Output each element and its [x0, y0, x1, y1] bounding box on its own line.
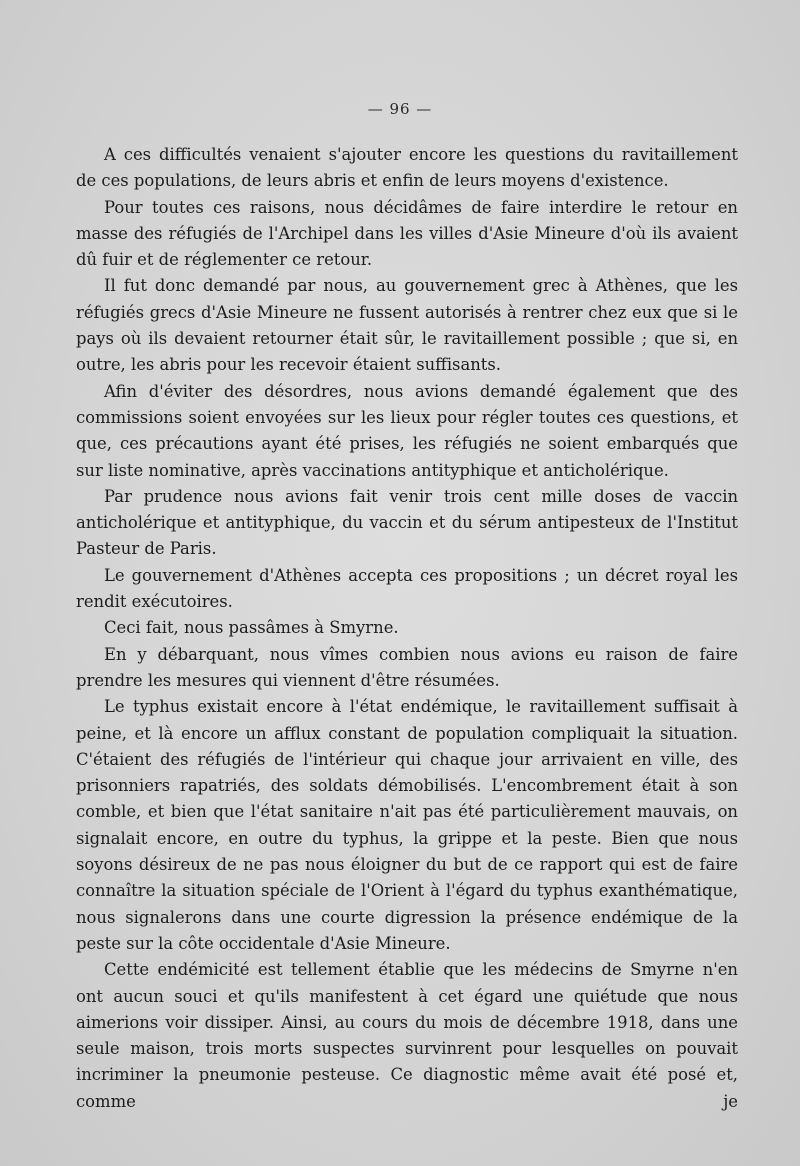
paragraph-8: En y débarquant, nous vîmes combien nous avions eu raison de faire prendre les mesures qui viennent d'être résumées.: [76, 644, 738, 690]
body-text: [76, 142, 738, 1115]
paragraph-3: Il fut donc demandé par nous, au gouvernement grec à Athènes, que les réfugiés grecs d'Asie Mineure ne fussent autorisés à rentrer chez eux que si le pays où ils devaient retourner était sûr, le ravitaillement possible ; que si, en outre, les abris pour les recevoir étaient suffisants.: [76, 276, 738, 375]
paragraph-9: Le typhus existait encore à l'état endémique, le ravitaillement suffisait à peine, et là encore un afflux constant de population compliquait la situation. C'étaient des réfugiés de l'intérieur qui chaque jour arrivaient en ville, des prisonniers rapatriés, des soldats démobilisés. L'encombrement était à son comble, et bien que l'état sanitaire n'ait pas été particulièrement mauvais, on signalait encore, en outre du typhus, la grippe et la peste. Bien que nous soyons désireux de ne pas nous éloigner du but de ce rapport qui est de faire connaître la situation spéciale de l'Orient à l'égard du typhus exanthématique, nous signalerons dans une courte digression la présence endémique de la peste sur la côte occidentale d'Asie Mineure.: [76, 697, 738, 953]
paragraph-2: Pour toutes ces raisons, nous décidâmes de faire interdire le retour en masse des réfugiés de l'Archipel dans les villes d'Asie Mineure d'où ils avaient dû fuir et de réglementer ce retour.: [76, 197, 738, 270]
paragraph-4: Afin d'éviter des désordres, nous avions demandé également que des commissions soient envoyées sur les lieux pour régler toutes ces questions, et que, ces précautions ayant été prises, les réfugiés ne soient embarqués que sur liste nominative, après vaccinations antityphique et anticholérique.: [76, 381, 738, 480]
paragraph-10: Cette endémicité est tellement établie que les médecins de Smyrne n'en ont aucun souci et qu'ils manifestent à cet égard une quiétude que nous aimerions voir dissiper. Ainsi, au cours du mois de décembre 1918, dans une seule maison, trois morts suspectes survinrent pour lesquelles on pouvait incriminer la pneumonie pesteuse. Ce diagnostic même avait été posé et, comme je: [76, 960, 738, 1111]
page-number: — 96 —: [367, 100, 433, 118]
paragraph-1: A ces difficultés venaient s'ajouter encore les questions du ravitaillement de ces populations, de leurs abris et enfin de leurs moyens d'existence.: [76, 145, 738, 191]
paragraph-5: Par prudence nous avions fait venir trois cent mille doses de vaccin anticholérique et antityphique, du vaccin et du sérum antipesteux de l'Institut Pasteur de Paris.: [76, 486, 738, 559]
paragraph-7: Ceci fait, nous passâmes à Smyrne.: [104, 618, 399, 638]
paragraph-6: Le gouvernement d'Athènes accepta ces propositions ; un décret royal les rendit exécutoires.: [76, 565, 738, 612]
